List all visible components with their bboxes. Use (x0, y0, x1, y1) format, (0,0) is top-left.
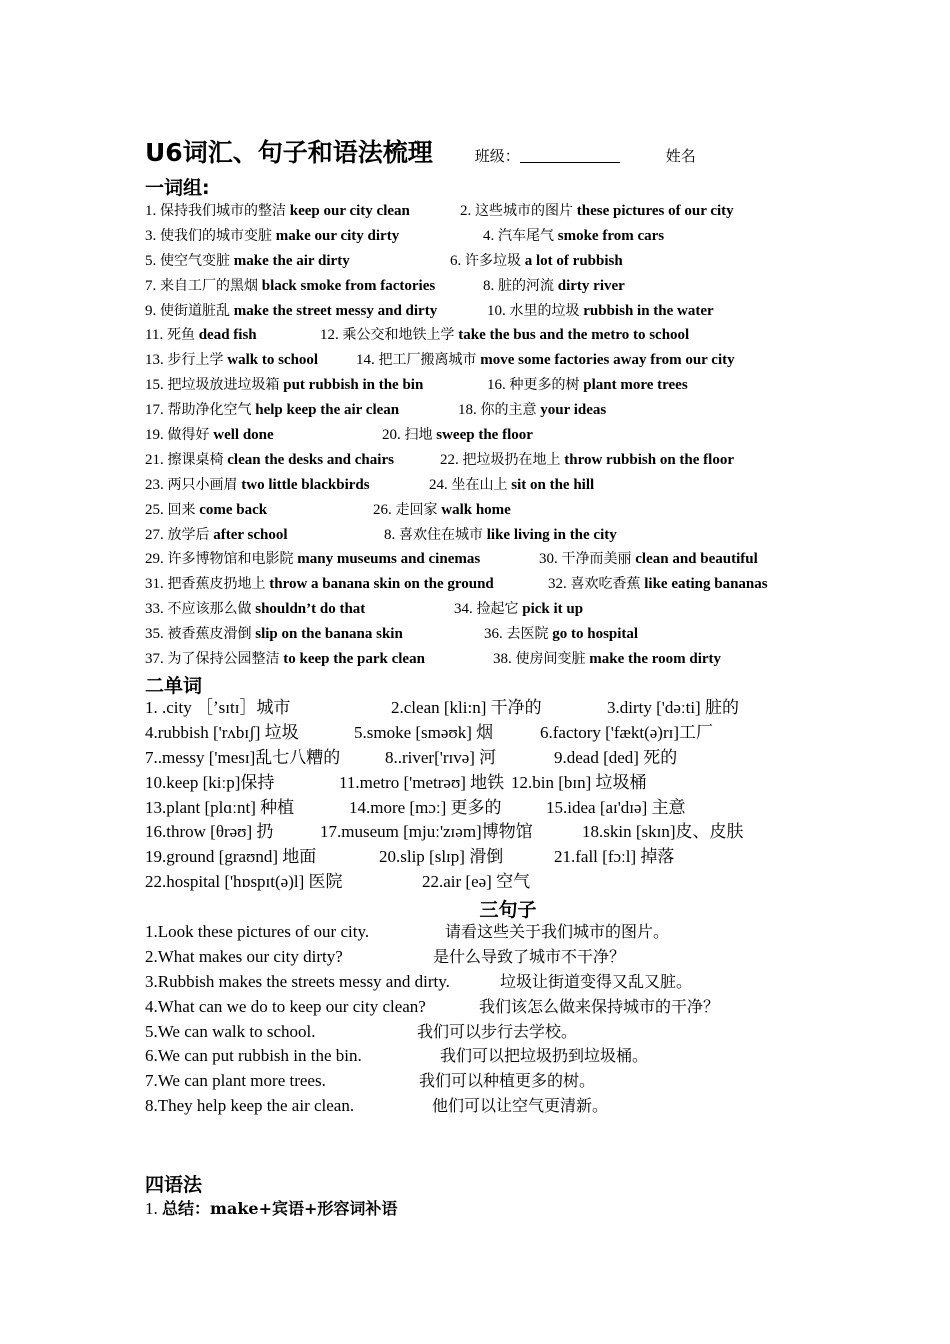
phrase-english: like eating bananas (644, 576, 768, 593)
phrase-english: throw rubbish on the floor (564, 451, 734, 468)
phrase-chinese: 来自工厂的黑烟 (160, 277, 258, 294)
phrase-chinese: 保持我们城市的整洁 (160, 203, 286, 219)
grammar-heading: 四语法 (145, 1174, 203, 1196)
phrase-item (145, 622, 403, 647)
phrase-line (145, 249, 935, 274)
phrase-english: smoke from cars (557, 227, 665, 244)
grammar-item-label: 总结： (162, 1199, 211, 1218)
phrase-english: two little blackbirds (241, 476, 370, 493)
sentence-chinese: 他们可以让空气更清新。 (432, 1096, 609, 1116)
phrase-number: 8. (384, 526, 396, 543)
phrase-chinese: 步行上学 (167, 352, 224, 369)
sentence-line (145, 1044, 935, 1069)
phrase-number: 3. (145, 227, 157, 244)
word-entry: 6.factory ['fækt(ə)rɪ]工厂 (540, 722, 713, 742)
phrase-item (145, 423, 274, 448)
phrase-chinese: 放学后 (167, 526, 210, 543)
phrase-chinese: 使空气变脏 (160, 252, 230, 269)
phrase-english: throw a banana skin on the ground (269, 576, 494, 593)
phrase-english: a lot of rubbish (524, 252, 623, 269)
phrase-item (458, 398, 606, 423)
phrase-number: 34. (454, 601, 473, 618)
phrase-english: keep our city clean (289, 203, 410, 219)
word-entry: 1. .city ［ʼsɪtɪ］城市 (145, 698, 291, 717)
phrase-chinese: 去医院 (506, 626, 549, 643)
phrase-item (548, 572, 768, 597)
phrase-number: 12. (320, 327, 339, 344)
word-entry: 22.hospital ['hɒspɪt(ə)l] 医院 (145, 872, 343, 892)
phrase-number: 19. (145, 427, 164, 444)
phrases-list (145, 199, 935, 672)
phrase-chinese: 把工厂搬离城市 (378, 352, 477, 369)
phrase-item (493, 647, 721, 672)
sentence-line (145, 970, 935, 995)
phrase-chinese: 两只小画眉 (167, 476, 238, 493)
phrase-item (382, 423, 533, 448)
word-entry: 3.dirty ['dəːti] 脏的 (607, 698, 739, 717)
phrase-english: move some factories away from our city (480, 352, 735, 369)
phrase-line (145, 622, 935, 647)
word-entry: 22.air [eə] 空气 (422, 872, 531, 892)
phrase-number: 11. (145, 327, 164, 344)
phrase-item (145, 224, 399, 249)
sentence-english: 7.We can plant more trees. (145, 1071, 326, 1091)
phrase-number: 25. (145, 501, 164, 518)
phrase-english: walk home (441, 501, 511, 518)
phrase-chinese: 把香蕉皮扔地上 (167, 576, 266, 593)
sentence-chinese: 我们可以种植更多的树。 (419, 1071, 596, 1091)
sentence-chinese: 是什么导致了城市不干净？ (433, 946, 626, 966)
sentence-line (145, 1069, 935, 1094)
phrase-number: 20. (382, 427, 401, 444)
phrase-line (145, 572, 935, 597)
phrase-chinese: 你的主意 (480, 402, 537, 419)
phrases-heading: 一词组: (145, 177, 210, 199)
word-entry: 12.bin [bɪn] 垃圾桶 (511, 772, 647, 792)
phrase-item (145, 647, 425, 672)
phrase-line (145, 224, 935, 249)
name-label: 姓名 (665, 147, 696, 165)
phrase-chinese: 帮助净化空气 (167, 402, 252, 419)
phrase-line (145, 373, 935, 398)
sentence-english: 2.What makes our city dirty? (145, 946, 343, 966)
phrase-item (145, 348, 318, 373)
phrase-chinese: 不应该那么做 (167, 601, 252, 618)
phrase-number: 26. (373, 501, 392, 518)
word-entry: 11.metro ['metrəʊ] 地铁 (339, 772, 505, 792)
phrase-english: dirty river (557, 277, 625, 294)
word-entry: 10.keep [kiːp]保持 (145, 772, 275, 792)
phrase-english: walk to school (227, 352, 319, 369)
word-entry: 17.museum [mjuː'zɪəm]博物馆 (320, 822, 533, 842)
phrase-line (145, 199, 935, 224)
sentence-chinese: 垃圾让街道变得又乱又脏。 (500, 971, 693, 991)
phrase-chinese: 脏的河流 (498, 277, 554, 294)
phrase-english: after school (213, 526, 288, 543)
phrase-english: clean and beautiful (635, 551, 758, 568)
phrase-chinese: 被香蕉皮滑倒 (167, 626, 252, 643)
phrase-number: 36. (484, 626, 503, 643)
phrase-chinese: 把垃圾扔在地上 (462, 451, 561, 468)
sentence-english: 5.We can walk to school. (145, 1021, 316, 1041)
phrase-line (145, 547, 935, 572)
class-label: 班级： (474, 147, 520, 165)
word-line (145, 721, 935, 746)
phrase-number: 18. (458, 402, 477, 419)
word-entry: 8..river['rɪvə] 河 (385, 747, 497, 767)
phrase-chinese: 做得好 (167, 427, 210, 444)
phrase-item (145, 572, 494, 597)
word-entry: 15.idea [aɪ'dɪə] 主意 (546, 797, 686, 817)
word-entry: 16.throw [θrəʊ] 扔 (145, 822, 274, 842)
phrase-item (145, 274, 435, 299)
word-entry: 9.dead [ded] 死的 (554, 747, 678, 767)
phrase-line (145, 597, 935, 622)
word-entry: 4.rubbish ['rʌbɪʃ] 垃圾 (145, 722, 299, 742)
phrase-line (145, 473, 935, 498)
word-entry: 14.more [mɔː] 更多的 (349, 797, 502, 817)
phrase-number: 27. (145, 526, 164, 543)
phrase-chinese: 喜欢吃香蕉 (570, 576, 641, 593)
phrase-item (487, 299, 714, 324)
phrase-english: black smoke from factories (261, 277, 436, 294)
phrase-number: 32. (548, 576, 567, 593)
sentence-english: 8.They help keep the air clean. (145, 1096, 355, 1116)
phrase-chinese: 回来 (167, 501, 196, 518)
phrase-number: 4. (483, 227, 495, 244)
phrase-english: sweep the floor (436, 427, 533, 444)
phrase-item (356, 348, 735, 373)
sentence-line (145, 995, 935, 1020)
sentence-chinese: 我们可以步行去学校。 (417, 1021, 578, 1041)
phrase-chinese: 喜欢住在城市 (399, 526, 483, 543)
sentence-english: 4.What can we do to keep our city clean? (145, 996, 426, 1016)
phrase-item (145, 373, 423, 398)
phrase-line (145, 423, 935, 448)
phrase-number: 16. (487, 377, 506, 394)
phrase-english: rubbish in the water (583, 302, 714, 319)
phrase-number: 1. (145, 203, 157, 219)
phrase-item (460, 199, 734, 224)
word-line (145, 696, 935, 721)
phrase-english: sit on the hill (511, 476, 595, 493)
phrase-english: put rubbish in the bin (283, 377, 424, 394)
sentence-english: 3.Rubbish makes the streets messy and dirty. (145, 971, 450, 991)
phrase-line (145, 348, 935, 373)
grammar-item (145, 1196, 397, 1219)
sentence-chinese: 我们可以把垃圾扔到垃圾桶。 (440, 1046, 649, 1066)
phrase-number: 2. (460, 203, 472, 219)
words-heading: 二单词 (145, 675, 203, 697)
sentences-list (145, 920, 935, 1119)
word-line (145, 746, 935, 771)
phrase-number: 23. (145, 476, 164, 493)
phrase-item (145, 398, 399, 423)
phrase-chinese: 许多垃圾 (465, 252, 521, 269)
phrase-item (483, 224, 664, 249)
phrase-number: 10. (487, 302, 506, 319)
phrase-item (145, 299, 437, 324)
word-entry: 21.fall [fɔːl] 掉落 (554, 847, 675, 867)
phrase-english: these pictures of our city (576, 203, 734, 219)
phrase-number: 9. (145, 302, 157, 319)
word-line (145, 845, 935, 870)
phrase-number: 30. (539, 551, 558, 568)
phrase-english: make the air dirty (233, 252, 350, 269)
sentence-chinese: 我们该怎么做来保持城市的干净？ (479, 996, 720, 1016)
phrase-chinese: 干净而美丽 (561, 551, 632, 568)
word-entry: 7..messy ['mesɪ]乱七八糟的 (145, 747, 341, 767)
phrase-english: make our city dirty (275, 227, 400, 244)
sentence-line (145, 945, 935, 970)
phrase-line (145, 398, 935, 423)
phrase-line (145, 274, 935, 299)
phrase-item (145, 448, 394, 473)
sentence-line (145, 920, 935, 945)
phrase-number: 29. (145, 551, 164, 568)
phrase-item (484, 622, 638, 647)
phrase-item (145, 323, 257, 348)
sentence-english: 1.Look these pictures of our city. (145, 922, 370, 941)
phrase-chinese: 走回家 (395, 501, 438, 518)
phrase-chinese: 使街道脏乱 (160, 302, 230, 319)
phrase-chinese: 汽车尾气 (498, 227, 554, 244)
phrase-line (145, 448, 935, 473)
phrase-number: 35. (145, 626, 164, 643)
phrase-chinese: 坐在山上 (451, 476, 508, 493)
phrase-chinese: 许多博物馆和电影院 (167, 551, 294, 568)
phrase-english: make the street messy and dirty (233, 302, 438, 319)
phrase-english: clean the desks and chairs (227, 451, 394, 468)
phrase-line (145, 323, 935, 348)
phrase-item (483, 274, 625, 299)
header (145, 133, 696, 169)
phrase-english: help keep the air clean (255, 402, 400, 419)
phrase-item (384, 523, 617, 548)
word-entry: 2.clean [kli:n] 干净的 (391, 698, 542, 717)
phrase-chinese: 捡起它 (476, 601, 519, 618)
phrase-item (145, 249, 350, 274)
phrase-item (373, 498, 511, 523)
phrase-english: like living in the city (486, 526, 617, 543)
phrase-chinese: 为了保持公园整洁 (167, 651, 280, 668)
phrase-number: 24. (429, 476, 448, 493)
word-entry: 20.slip [slɪp] 滑倒 (379, 847, 504, 867)
phrase-item (539, 547, 758, 572)
word-entry: 13.plant [plɑːnt] 种植 (145, 797, 295, 817)
phrase-english: shouldn’t do that (255, 601, 366, 618)
page-title: U6词汇、句子和语法梳理 (145, 138, 433, 167)
phrase-chinese: 扫地 (404, 427, 433, 444)
phrase-chinese: 乘公交和地铁上学 (342, 327, 455, 344)
phrase-item (145, 597, 365, 622)
phrase-english: plant more trees (583, 377, 688, 394)
phrase-english: dead fish (198, 327, 257, 344)
word-entry: 5.smoke [sməʊk] 烟 (354, 722, 494, 742)
phrase-line (145, 523, 935, 548)
phrase-number: 8. (483, 277, 495, 294)
phrase-chinese: 擦课桌椅 (167, 451, 224, 468)
phrase-item (454, 597, 583, 622)
phrase-chinese: 使房间变脏 (515, 651, 586, 668)
phrase-item (440, 448, 734, 473)
phrase-chinese: 把垃圾放进垃圾箱 (167, 377, 280, 394)
phrase-item (487, 373, 688, 398)
phrase-english: slip on the banana skin (255, 626, 403, 643)
phrase-english: come back (199, 501, 268, 518)
phrase-english: take the bus and the metro to school (458, 327, 690, 344)
phrase-line (145, 647, 935, 672)
phrase-chinese: 这些城市的图片 (475, 203, 573, 219)
phrase-english: to keep the park clean (283, 651, 425, 668)
grammar-item-text: make+宾语+形容词补语 (210, 1199, 398, 1218)
class-blank-line (520, 146, 620, 163)
grammar-item-number: 1. (145, 1199, 158, 1218)
sentences-heading: 三句子 (479, 899, 537, 921)
phrase-chinese: 水里的垃圾 (509, 302, 580, 319)
sentence-english: 6.We can put rubbish in the bin. (145, 1046, 362, 1066)
phrase-item (145, 547, 480, 572)
phrase-chinese: 死鱼 (166, 327, 195, 344)
phrase-number: 6. (450, 252, 462, 269)
phrase-number: 31. (145, 576, 164, 593)
phrase-english: pick it up (522, 601, 584, 618)
phrase-line (145, 498, 935, 523)
phrase-number: 15. (145, 377, 164, 394)
phrase-number: 21. (145, 451, 164, 468)
phrase-number: 37. (145, 651, 164, 668)
word-entry: 18.skin [skɪn]皮、皮肤 (582, 822, 744, 842)
phrase-line (145, 299, 935, 324)
phrase-number: 7. (145, 277, 157, 294)
sentence-chinese: 请看这些关于我们城市的图片。 (445, 922, 670, 941)
sentence-line (145, 1020, 935, 1045)
phrase-item (450, 249, 623, 274)
word-line (145, 870, 935, 895)
word-line (145, 820, 935, 845)
phrase-item (429, 473, 594, 498)
phrase-number: 38. (493, 651, 512, 668)
phrase-english: many museums and cinemas (297, 551, 481, 568)
phrase-number: 14. (356, 352, 375, 369)
phrase-number: 5. (145, 252, 157, 269)
phrase-english: go to hospital (552, 626, 639, 643)
phrase-item (145, 523, 288, 548)
phrase-chinese: 种更多的树 (509, 377, 580, 394)
phrase-item (145, 199, 410, 224)
phrase-chinese: 使我们的城市变脏 (160, 227, 272, 244)
phrase-number: 22. (440, 451, 459, 468)
phrase-item (145, 498, 267, 523)
words-list (145, 696, 935, 895)
phrase-number: 13. (145, 352, 164, 369)
phrase-item (145, 473, 370, 498)
phrase-item (320, 323, 689, 348)
word-line (145, 796, 935, 821)
phrase-english: make the room dirty (589, 651, 722, 668)
phrase-english: well done (213, 427, 274, 444)
word-entry: 19.ground [graʊnd] 地面 (145, 847, 317, 867)
word-line (145, 771, 935, 796)
sentence-line (145, 1094, 935, 1119)
phrase-number: 17. (145, 402, 164, 419)
phrase-number: 33. (145, 601, 164, 618)
phrase-english: your ideas (540, 402, 607, 419)
